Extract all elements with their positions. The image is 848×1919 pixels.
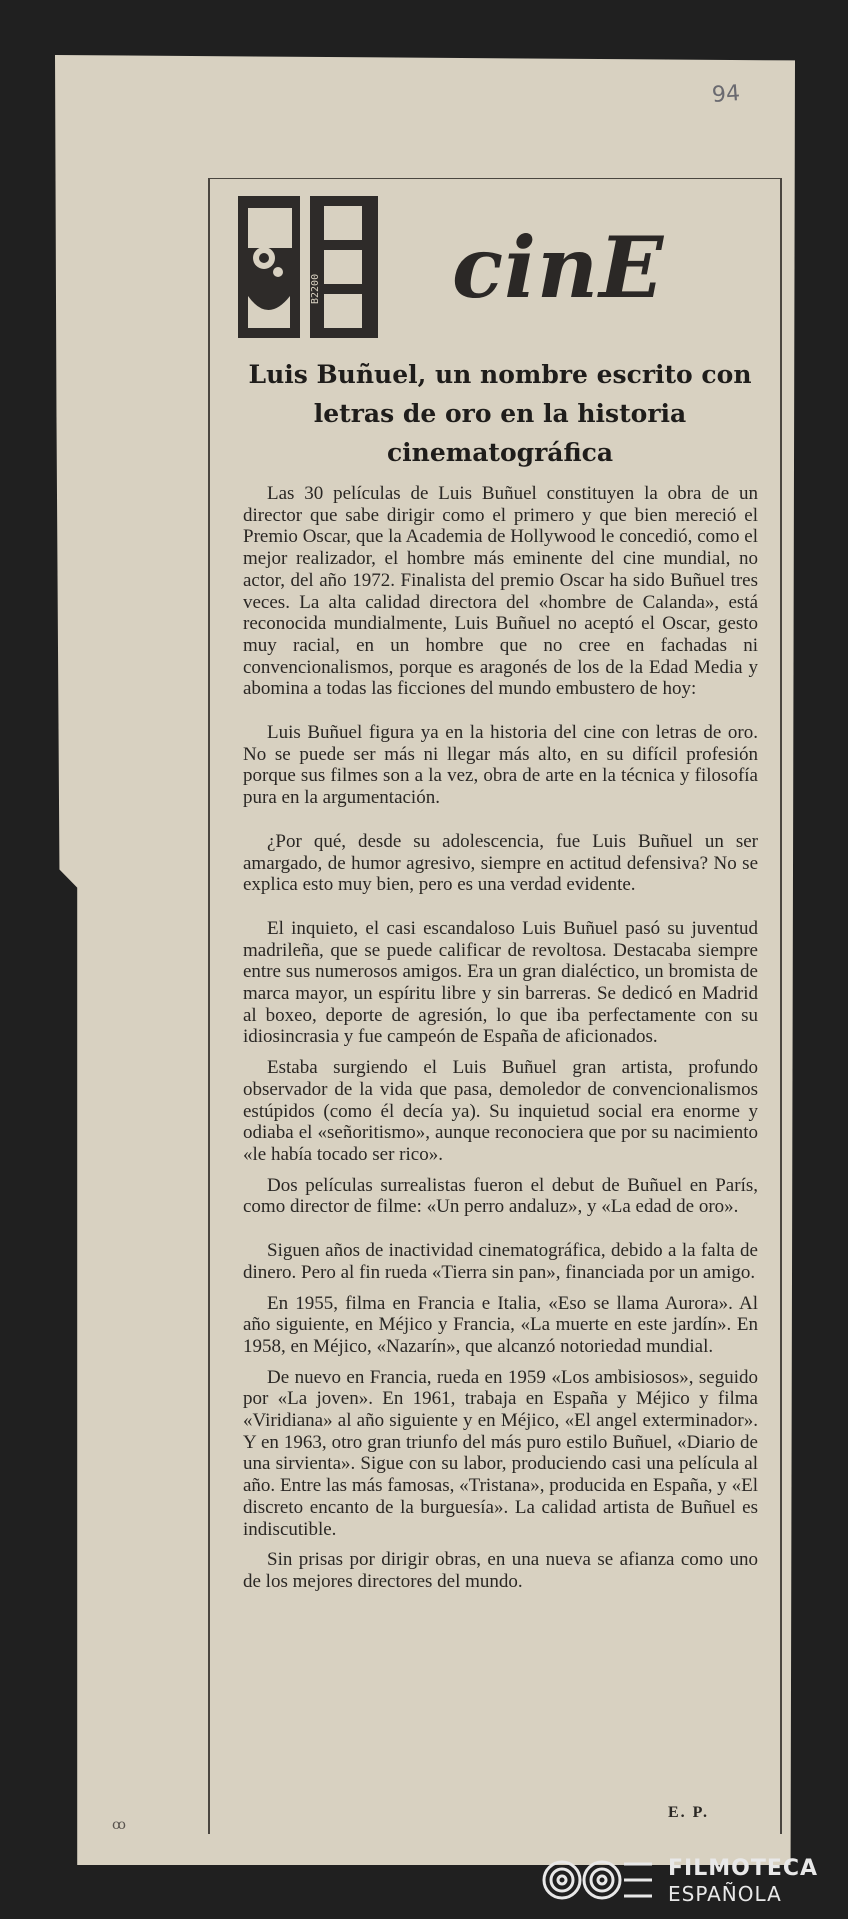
archive-watermark	[540, 1850, 840, 1910]
archive-subtitle: ESPAÑOLA	[668, 1882, 782, 1906]
margin-mark: ꝏ	[112, 1817, 126, 1833]
article-paragraph: Las 30 películas de Luis Buñuel constituyen la obra de un director que sabe dirigir como el primero y que bien mereció el Premio Oscar, que la Academia de Hollywood le concedió, como el mejor realizador, el hombre más eminente del cine mundial, no actor, del año 1972. Finalista del premio Oscar ha sido Buñuel tres veces. La alta calidad directora del «hombre de Calanda», está reconocida mundialmente, Luis Buñuel no aceptó el Oscar, gesto muy racial, en un hombre que no cree en fachadas ni convencionalismos, porque es aragonés de los de la Edad Media y abomina a todas las ficciones del mundo embustero de hoy:	[243, 483, 758, 700]
author-signature: E. P.	[668, 1804, 709, 1821]
article-paragraph: Estaba surgiendo el Luis Buñuel gran artista, profundo observador de la vida que pasa, demoledor de convencionalismos estúpidos (como él decía ya). Su inquietud social era enorme y odiaba el «señoritismo», aunque reconociera que por su nacimiento «le había tocado ser rico».	[243, 1057, 758, 1165]
article-paragraph: En 1955, filma en Francia e Italia, «Eso se llama Aurora». Al año siguiente, en Méjico y Francia, «La muerte en este jardín». En 1958, en Méjico, «Nazarín», que alcanzó notoriedad mundial.	[243, 1292, 758, 1357]
article-headline: Luis Buñuel, un nombre escrito con letras de oro en la historia cinematográfica	[248, 360, 752, 467]
article-body	[243, 483, 758, 1602]
article-paragraph: ¿Por qué, desde su adolescencia, fue Luis Buñuel un ser amargado, de humor agresivo, siempre en actitud defensiva? No se explica esto muy bien, pero es una verdad evidente.	[243, 830, 758, 896]
article-paragraph: Dos películas surrealistas fueron el debut de Buñuel en París, como director de filme: «Un perro andaluz», y «La edad de oro».	[243, 1174, 758, 1218]
article-paragraph: Siguen años de inactividad cinematográfica, debido a la falta de dinero. Pero al fin rueda «Tierra sin pan», financiada por un amigo.	[243, 1240, 758, 1283]
logo-stamp-code: B2200	[310, 273, 321, 304]
film-logo-hole	[248, 208, 292, 248]
filmoteca-spiral-icon	[540, 1850, 660, 1910]
film-strip-logo-icon	[238, 196, 378, 338]
article-paragraph: Sin prisas por dirigir obras, en una nueva se afianza como uno de los mejores directores del mundo.	[243, 1549, 758, 1592]
column-logo-word: cinE	[452, 218, 665, 317]
article-paragraph: De nuevo en Francia, rueda en 1959 «Los ambisiosos», seguido por «La joven». En 1961, trabaja en España y Méjico y filma «Viridiana» al año siguiente y en Méjico, «El angel exterminador». Y en 1963, otro gran triunfo del más puro estilo Buñuel, «Diario de una sirvienta». Sigue con su labor, produciendo casi una película al año. Entre las más famosas, «Tristana», producida en España, y «El discreto encanto de la burguesía». La calidad artista de Buñuel es indiscutible.	[243, 1366, 758, 1540]
handwritten-page-number: 94	[711, 81, 741, 108]
archive-name: FILMOTECA	[668, 1856, 819, 1881]
article-paragraph: Luis Buñuel figura ya en la historia del cine con letras de oro. No se puede ser más ni llegar más alto, en su difícil profesión porque sus filmes son a la vez, obra de arte en la técnica y filosofía pura en la argumentación.	[243, 722, 758, 809]
article-paragraph: El inquieto, el casi escandaloso Luis Buñuel pasó su juventud madrileña, que se puede calificar de revoltosa. Destacaba siempre entre sus numerosos amigos. Era un gran dialéctico, un bromista de marca mayor, un espíritu libre y sin barreras. Se dedicó en Madrid al boxeo, deporte de agresión, lo que iba perfectamente con su idiosincrasia y fue campeón de España de aficionados.	[243, 917, 758, 1048]
